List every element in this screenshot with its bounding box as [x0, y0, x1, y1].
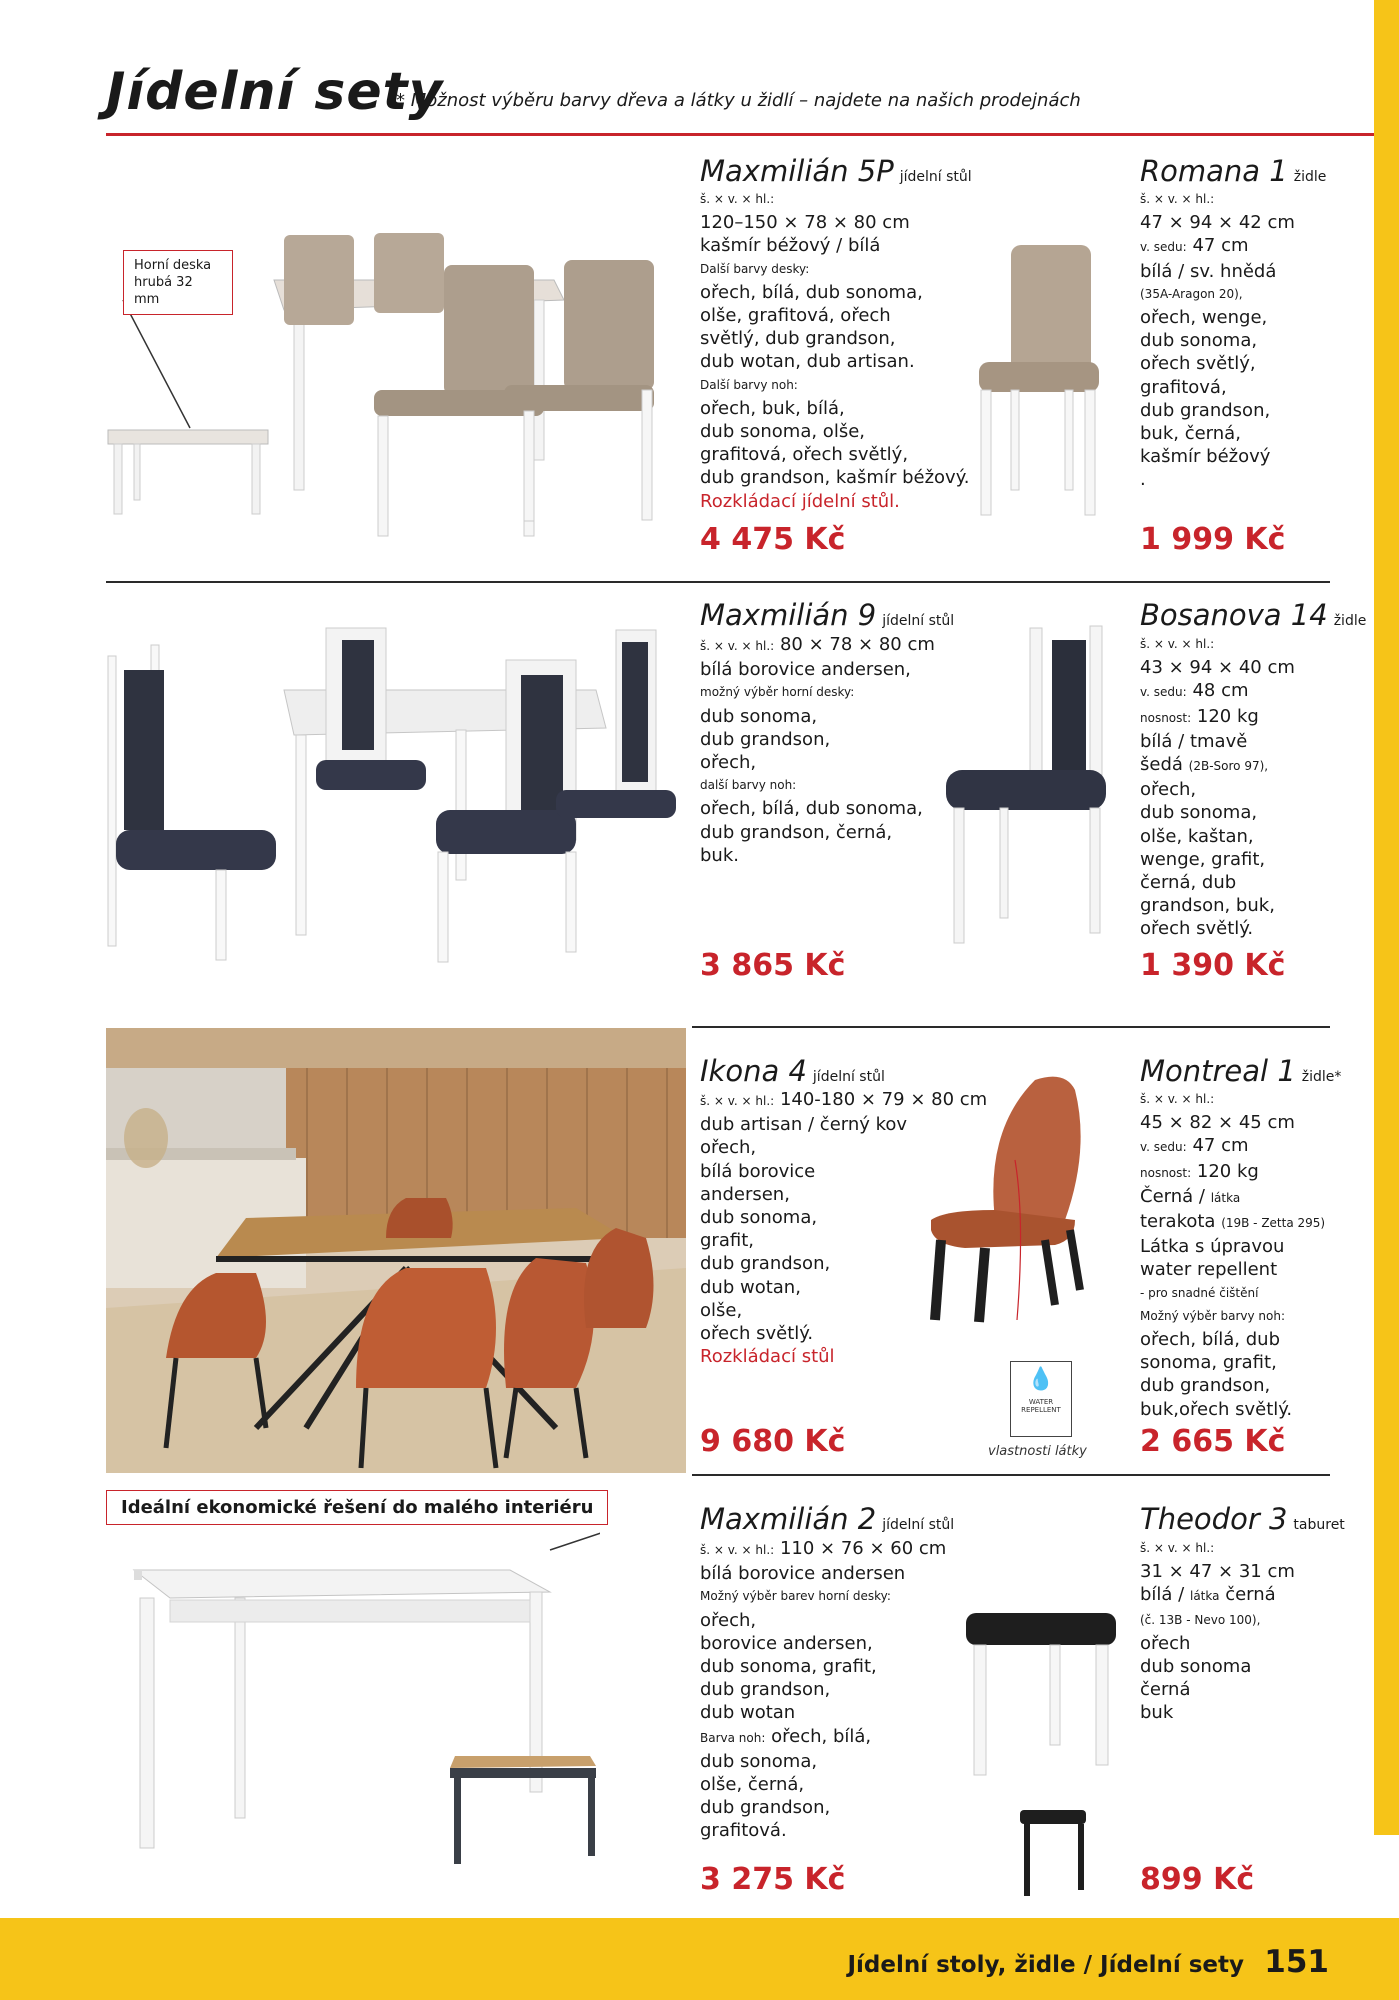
section-divider [106, 581, 1330, 583]
product-name: Bosanova 14 židle [1140, 598, 1367, 632]
water-repellent-badge [1010, 1361, 1072, 1437]
title-divider [106, 133, 1374, 136]
product-type: taburet [1293, 1517, 1345, 1533]
product-name: Romana 1 židle [1140, 154, 1327, 188]
product-price: 1 390 Kč [1140, 948, 1286, 983]
product-price: 3 275 Kč [700, 1862, 846, 1897]
fabric-property-caption: vlastnosti látky [988, 1444, 1087, 1459]
product-price: 2 665 Kč [1140, 1424, 1286, 1459]
bosanova14-chair-illustration [940, 620, 1120, 960]
maxmilian2-table-illustration [120, 1530, 600, 1870]
small-interior-callout: Ideální ekonomické řešení do malého interiéru [106, 1490, 608, 1525]
product-name: Montreal 1 židle* [1140, 1054, 1342, 1088]
product-specs: š. × v. × hl.: 43 × 94 × 40 cm v. sedu: 48 cm nosnost: 120 kg bílá / tmavě šedá (2B-Soro 97), ořech, dub sonoma, olše, kaštan, wenge, grafit, černá, dub grandson, buk, ořech světlý. [1140, 637, 1295, 940]
product-price: 4 475 Kč [700, 522, 846, 557]
product-name: Maxmilián 5P jídelní stůl [700, 154, 972, 188]
badge-line-1: WATER [1028, 1398, 1054, 1406]
page-title: Jídelní sety [106, 62, 444, 122]
footer-section-label: Jídelní stoly, židle / Jídelní sety [847, 1952, 1244, 1978]
water-drop-icon: 💧 [1027, 1367, 1055, 1392]
badge-line-2: REPELLENT [1021, 1406, 1061, 1414]
product-specs: š. × v. × hl.: 47 × 94 × 42 cm v. sedu: 47 cm bílá / sv. hnědá (35A-Aragon 20), ořech, wenge, dub sonoma, ořech světlý, grafitová, dub grandson, buk, černá, kašmír béžový . [1140, 192, 1295, 491]
product-type: jídelní stůl [882, 613, 955, 629]
section-divider [692, 1474, 1330, 1476]
product-specs: š. × v. × hl.: 140-180 × 79 × 80 cm dub artisan / černý kov ořech, bílá borovice andersen, dub sonoma, grafit, dub grandson, dub wotan, olše, ořech světlý. Rozkládací stůl [700, 1089, 988, 1368]
side-accent-strip [1374, 0, 1399, 1835]
section-divider [692, 1026, 1330, 1028]
product-name: Theodor 3 taburet [1140, 1502, 1345, 1536]
romana1-chair-illustration [975, 240, 1105, 525]
theodor3-stool-illustration [960, 1605, 1120, 1905]
ikona4-room-photo [106, 1028, 686, 1473]
product-price: 3 865 Kč [700, 948, 846, 983]
page-note: * Možnost výběru barvy dřeva a látky u židlí – najdete na našich prodejnách [396, 90, 1081, 111]
product-name: Maxmilián 2 jídelní stůl [700, 1502, 955, 1536]
page-number: 151 [1264, 1944, 1329, 1980]
product-price: 9 680 Kč [700, 1424, 846, 1459]
product-type: židle [1293, 169, 1327, 185]
maxmilian9-set-illustration [96, 620, 686, 980]
product-price: 899 Kč [1140, 1862, 1255, 1897]
product-specs: š. × v. × hl.: 31 × 47 × 31 cm bílá / látka černá (č. 13B - Nevo 100), ořech dub sonoma černá buk [1140, 1541, 1295, 1724]
product-specs: š. × v. × hl.: 80 × 78 × 80 cm bílá borovice andersen, možný výběr horní desky: dub sonoma, dub grandson, ořech, další barvy noh: ořech, bílá, dub sonoma, dub grandson, černá, buk. [700, 634, 935, 866]
product-type: jídelní stůl [882, 1517, 955, 1533]
product-name: Ikona 4 jídelní stůl [700, 1054, 885, 1088]
product-specs: š. × v. × hl.: 45 × 82 × 45 cm v. sedu: 47 cm nosnost: 120 kg Černá / látka terakota (19B - Zetta 295) Látka s úpravou water repellent - pro snadné čištění Možný výběr barvy noh: ořech, bílá, dub sonoma, grafit, dub grandson, buk,ořech světlý. [1140, 1092, 1326, 1420]
product-price: 1 999 Kč [1140, 522, 1286, 557]
product-type: židle [1333, 613, 1367, 629]
product-type: jídelní stůl [812, 1069, 885, 1085]
product-specs: š. × v. × hl.: 120–150 × 78 × 80 cm kašmír béžový / bílá Další barvy desky: ořech, bílá, dub sonoma, olše, grafitová, ořech světlý, dub grandson, dub wotan, dub artisan. Další barvy noh: ořech, buk, bílá, dub sonoma, olše, grafitová, ořech světlý, dub grandson, kašmír béžový. Rozkládací jídelní stůl. [700, 192, 970, 512]
product-type: jídelní stůl [899, 169, 972, 185]
product-specs: š. × v. × hl.: 110 × 76 × 60 cm bílá borovice andersen Možný výběr barev horní desky: ořech, borovice andersen, dub sonoma, grafit, dub grandson, dub wotan Barva noh: ořech, bílá, dub sonoma, olše, černá, dub grandson, grafitová. [700, 1538, 947, 1842]
product-name: Maxmilián 9 jídelní stůl [700, 598, 955, 632]
desk-thickness-callout: Horní deska hrubá 32 mm [123, 250, 233, 315]
product-type: židle* [1301, 1069, 1342, 1085]
